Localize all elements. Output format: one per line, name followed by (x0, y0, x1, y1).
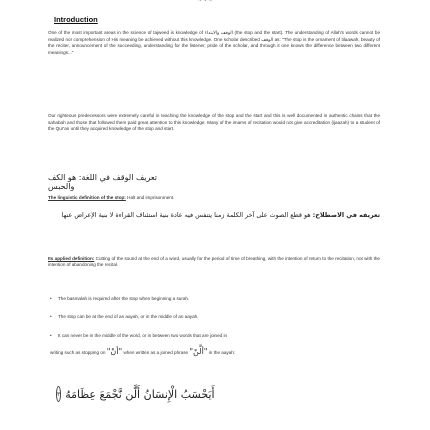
page-header-fragment: ~ ~ ~ (198, 0, 212, 4)
list-item (50, 314, 380, 319)
continuation-text-1: writing such as stopping on (50, 350, 107, 355)
linguistic-definition-label: The linguistic definition of the stop: (48, 195, 126, 200)
bullet-icon: • (50, 333, 52, 338)
arabic-inline-allan: "ألَّنْ" (189, 347, 208, 356)
continuation-text-3: in the aayah: (207, 350, 236, 355)
arabic-linguistic-definition: تعريف الوقف في اللغة: هو الكف والحبس (48, 173, 157, 191)
applied-definition-label: Its applied definition: (48, 256, 95, 261)
intro-paragraph-1: One of the most important areas in the science of tajweed is knowledge of الوقف والابتداء (the stop and the start). The understanding of Allah's words cannot be realized nor comprehension of His meaning be achieved without this knowledge. One scholar described الوقف as: "The stop is the ornament of tilaawah, beauty of the reciter, announcement of the succeeding, understanding for the listener, pride of the scholar, and through it one knows the difference between two different meanings..." (48, 30, 380, 55)
quran-ayah (56, 382, 215, 406)
list-item-text: The basmalah is required after the stop when beginning a surah. (58, 296, 190, 301)
bullet-icon: • (50, 296, 52, 301)
section-heading: Introduction (54, 15, 98, 24)
list-item-text: The stop can be at the end of an aayah, or in the middle of an aayah. (58, 314, 199, 319)
list-item (50, 333, 380, 338)
applied-definition (48, 256, 380, 269)
ayah-number-icon: ٣ (56, 386, 61, 402)
intro-paragraph-2: Our righteous predecessors were extremely careful in teaching the knowledge of the stop and the start and this is well documented in authentic chains that the sahabah and those that followed them paid great attention to this knowledge. Many of the imams of recitation would not give accreditation (ijaazah) to a student of the Qur'an until they acquired knowledge of the stop and start. (48, 113, 380, 132)
arabic-technical-definition (48, 208, 380, 222)
linguistic-definition (48, 195, 378, 200)
list-item-text: It can never be in the middle of the word, or in between two words that are joined in (58, 333, 228, 338)
arabic-technical-definition-label: تعريفه في الاصطلاح: (312, 211, 380, 219)
applied-definition-text: Cutting of the sound at the end of a word, usually for the period of time of breathing, with the intention of return to the recitation, not with the intention of abandoning the recital. (48, 256, 380, 268)
list-item (50, 296, 380, 301)
bullet-icon: • (50, 314, 52, 319)
arabic-technical-definition-text: هو قطع الصوت على آخر الكلمة زمنا يتنفس فيه عادة بنية استئناف القراءة لا بنية الإعراض عنها (61, 211, 313, 219)
list-item-continuation (50, 346, 380, 359)
continuation-text-2: when written as a joined phrase (122, 350, 190, 355)
arabic-inline-an: "أنْ" (106, 347, 123, 356)
linguistic-definition-value: Halt and imprisonment. (125, 195, 175, 200)
ayah-text: أَيَحْسَبُ الْإِنسَانُ أَلَّن نَّجْمَعَ عِظَامَهُ (65, 387, 215, 401)
